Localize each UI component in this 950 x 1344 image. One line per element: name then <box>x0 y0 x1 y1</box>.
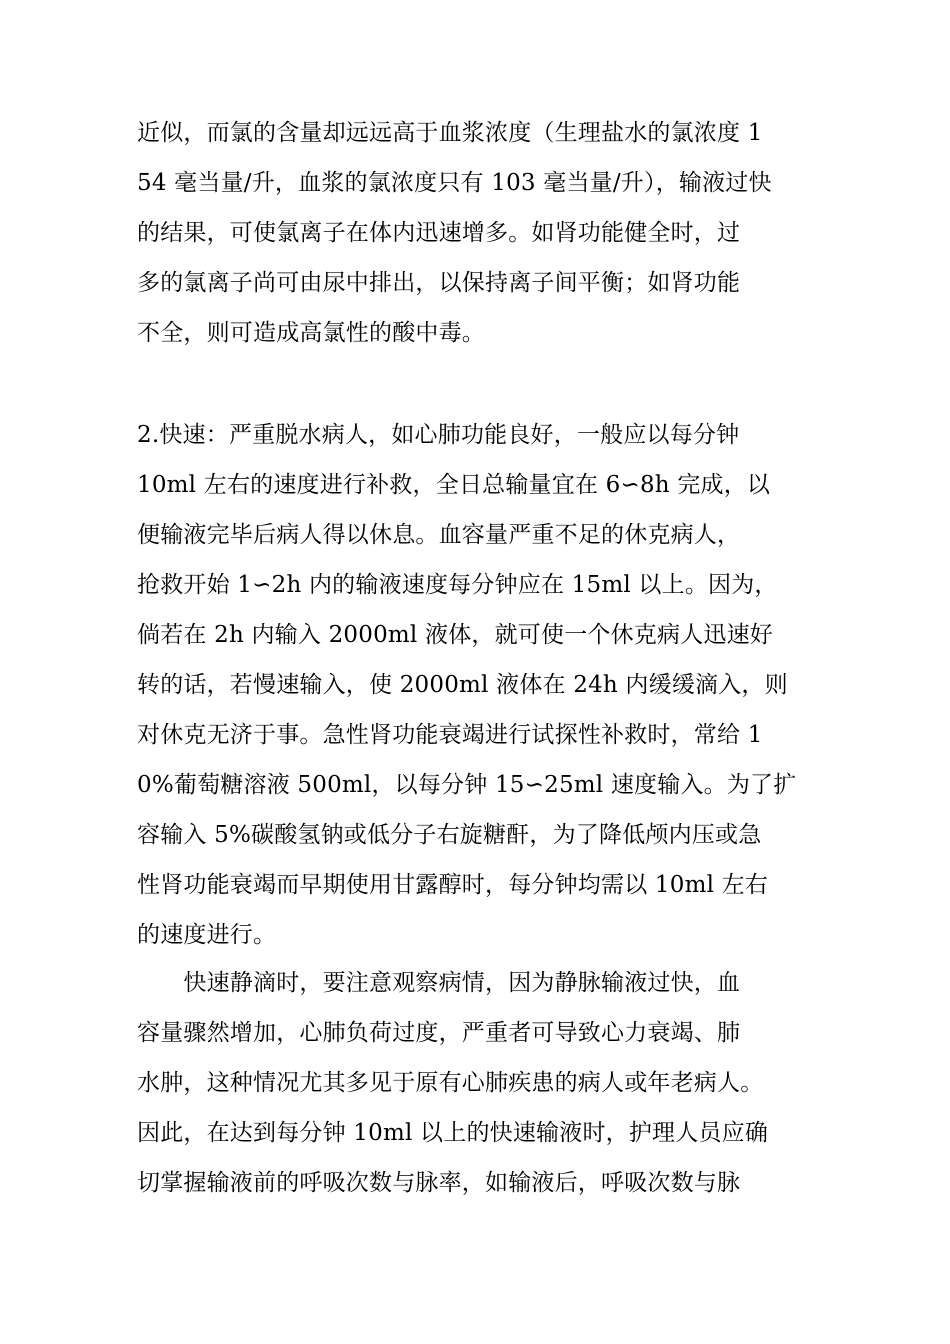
text-line: 因此，在达到每分钟 10ml 以上的快速输液时，护理人员应确 <box>137 1120 769 1146</box>
text-line: 水肿，这种情况尤其多见于原有心肺疾患的病人或年老病人。 <box>137 1070 764 1096</box>
text-line: 便输液完毕后病人得以休息。血容量严重不足的休克病人， <box>137 522 741 548</box>
text-line: 54 毫当量/升，血浆的氯浓度只有 103 毫当量/升），输液过快 <box>137 170 772 196</box>
text-line: 0%葡萄糖溶液 500ml，以每分钟 15∽25ml 速度输入。为了扩 <box>137 772 797 798</box>
text-line: 10ml 左右的速度进行补救，全日总输量宜在 6∽8h 完成，以 <box>137 472 771 498</box>
text-line: 容量骤然增加，心肺负荷过度，严重者可导致心力衰竭、肺 <box>137 1020 741 1046</box>
text-line: 切掌握输液前的呼吸次数与脉率，如输液后，呼吸次数与脉 <box>137 1170 741 1196</box>
text-line: 容输入 5%碳酸氢钠或低分子右旋糖酐，为了降低颅内压或急 <box>137 822 762 848</box>
text-line: 的结果，可使氯离子在体内迅速增多。如肾功能健全时，过 <box>137 220 741 246</box>
text-line: 2.快速：严重脱水病人，如心肺功能良好，一般应以每分钟 <box>137 422 740 448</box>
text-line: 倘若在 2h 内输入 2000ml 液体，就可使一个休克病人迅速好 <box>137 622 773 648</box>
text-line: 对休克无济于事。急性肾功能衰竭进行试探性补救时，常给 1 <box>137 722 763 748</box>
text-line: 不全，则可造成高氯性的酸中毒。 <box>137 320 485 346</box>
text-line: 的速度进行。 <box>137 922 277 948</box>
text-line: 转的话，若慢速输入，使 2000ml 液体在 24h 内缓缓滴入，则 <box>137 672 788 698</box>
text-line: 近似，而氯的含量却远远高于血浆浓度（生理盐水的氯浓度 1 <box>137 120 763 146</box>
text-line: 抢救开始 1∽2h 内的输液速度每分钟应在 15ml 以上。因为， <box>137 572 778 598</box>
text-line: 快速静滴时，要注意观察病情，因为静脉输液过快，血 <box>137 970 741 996</box>
text-line: 性肾功能衰竭而早期使用甘露醇时，每分钟均需以 10ml 左右 <box>137 872 769 898</box>
text-line: 多的氯离子尚可由尿中排出，以保持离子间平衡；如肾功能 <box>137 270 741 296</box>
